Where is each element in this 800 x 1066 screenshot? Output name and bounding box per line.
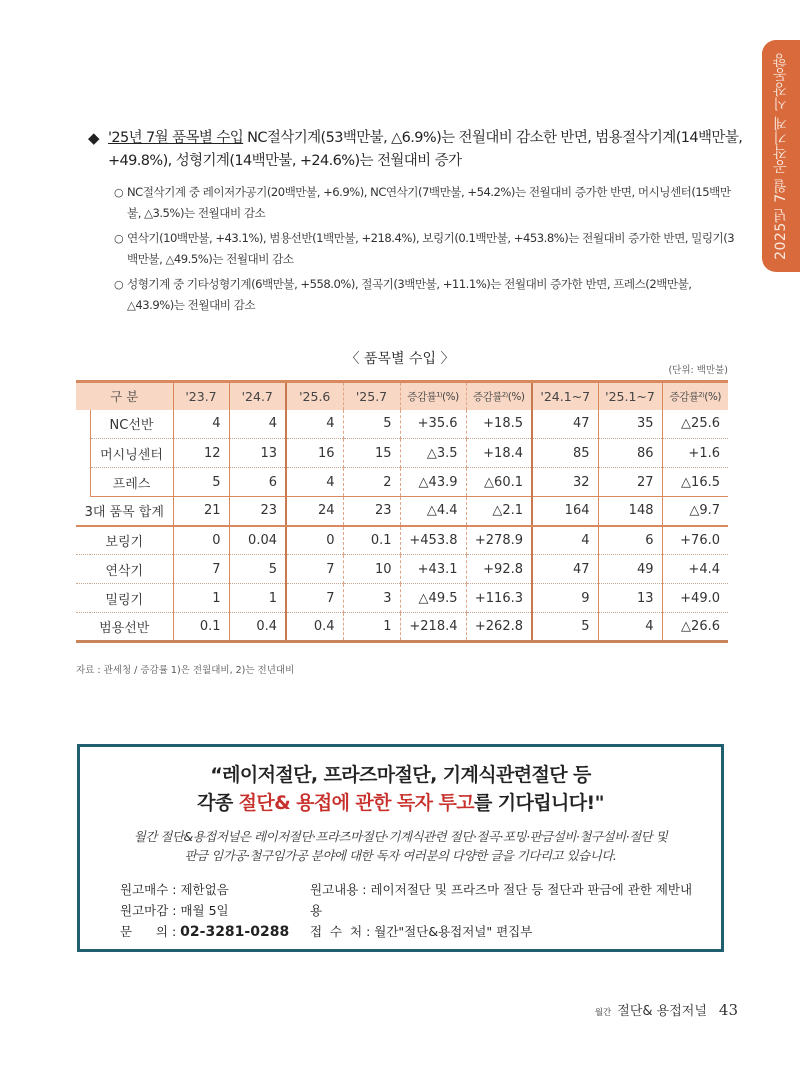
bullet-item: ○ 연삭기(10백만불, +43.1%), 범용선반(1백만불, +218.4%), 보링기(0.1백만불, +453.8%)는 전월대비 증가한 반면, 밀링기(3백만불, △49.5%)는 전월대비 감소 [114,228,740,270]
info-item: 문 의 : 02-3281-0288 [120,924,290,940]
header-col: 증감률²⁾(%) [662,382,728,410]
header-col: '25.1~7 [598,382,662,410]
table-title: 〈 품목별 수입 〉 [345,351,455,367]
table-row: 밀링기 1 1 7 3 △49.5 +116.3 9 13 +49.0 [76,584,728,613]
table-unit: (단위: 백만불) [668,365,728,376]
row-label: 3대 품목 합계 [76,497,173,526]
circle-bullet-icon: ○ [114,232,124,245]
summary-section [88,127,748,320]
lead-text: NC절삭기계(53백만불, △6.9%)는 전월대비 감소한 반면, 범용절삭기계(14백만불, +49.8%), 성형기계(14백만불, +24.6%)는 전월대비 증가 [108,130,743,169]
header-col: '23.7 [173,382,229,410]
table-row: NC선반 4 4 4 5 +35.6 +18.5 47 35 △25.6 [76,410,728,439]
promo-description: 월간 절단&용접저널은 레이저절단·프라즈마절단·기계식관련 절단·절곡·포밍·판금설비·철구설비·절단 및 판금 임가공·철구임가공 분야에 대한 독자 여러분의 다양한 글을 기다리고 있습니다. [133,829,668,863]
promo-headline: “레이저절단, 프라즈마절단, 기계식관련절단 등 각종 절단& 용접에 관한 독자 투고를 기다립니다!" [197,764,604,814]
table-row: 범용선반 0.1 0.4 0.4 1 +218.4 +262.8 5 4 △26.6 [76,613,728,642]
diamond-bullet-icon: ◆ [88,129,99,147]
lead-heading: '25년 7월 품목별 수입 [108,130,244,146]
row-label: 연삭기 [76,555,173,584]
circle-bullet-icon: ○ [114,186,124,199]
row-label: 보링기 [76,526,173,555]
row-label: 밀링기 [76,584,173,613]
info-item: 원고마감 : 매월 5일 [120,903,229,918]
footer-magazine: 절단& 용접저널 [617,1004,707,1019]
bullet-item: ○ 성형기계 중 기타성형기계(6백만불, +558.0%), 절곡기(3백만불, +11.1%)는 전월대비 증가한 반면, 프레스(2백만불, △43.9%)는 전월대비 감소 [114,274,740,316]
header-col: '25.6 [286,382,343,410]
table-row: 머시닝센터 12 13 16 15 △3.5 +18.4 85 86 +1.6 [76,439,728,468]
page-number: 43 [718,1001,738,1019]
table-header-row [76,382,728,410]
row-label: 머시닝센터 [90,439,173,468]
info-item: 접 수 처 : 월간"절단&용접저널" 편집부 [310,924,533,939]
row-label: 범용선반 [99,621,150,636]
header-category: 구 분 [76,382,173,410]
header-col: '24.7 [229,382,286,410]
row-label: 프레스 [90,468,173,497]
promo-info-right [310,879,700,942]
table-row: 프레스 5 6 4 2 △43.9 △60.1 32 27 △16.5 [76,468,728,497]
table-row: 연삭기 7 5 7 10 +43.1 +92.8 47 49 +4.4 [76,555,728,584]
imports-by-item-table [76,380,728,643]
table-source-note: 자료 : 관세청 / 증감률 1)은 전월대비, 2)는 전년대비 [76,665,295,676]
header-col: 증감률²⁾(%) [466,382,532,410]
info-item: 원고매수 : 제한없음 [120,882,229,897]
bullet-list [88,182,748,316]
promo-highlight: 절단& 용접에 관한 독자 투고 [238,792,474,814]
table-total-row: 3대 품목 합계 21 23 24 23 △4.4 △2.1 164 148 △9.7 [76,497,728,526]
side-tab-label: 2025년 7월 공작기계 시장동향 [773,52,789,260]
header-col: '24.1~7 [532,382,598,410]
circle-bullet-icon: ○ [114,278,124,291]
header-col: '25.7 [343,382,400,410]
promo-info-left [120,879,289,943]
contribution-call-box [77,744,724,952]
lead-paragraph [88,127,748,173]
info-item: 원고내용 : 레이저절단 및 프라즈마 절단 등 절단과 판금에 관한 제반내용 [310,882,693,918]
page-footer [595,1000,738,1019]
contact-phone: 02-3281-0288 [180,924,290,940]
bullet-item: ○ NC절삭기계 중 레이저가공기(20백만불, +6.9%), NC연삭기(7백만불, +54.2%)는 전월대비 증가한 반면, 머시닝센터(15백만불, △3.5%)는 전월대비 감소 [114,182,740,224]
section-side-tab [762,40,800,272]
table-row: 보링기 0 0.04 0 0.1 +453.8 +278.9 4 6 +76.0 [76,526,728,555]
header-col: 증감률¹⁾(%) [400,382,466,410]
footer-prefix: 월간 [594,1008,612,1018]
row-label: NC선반 [90,410,173,439]
